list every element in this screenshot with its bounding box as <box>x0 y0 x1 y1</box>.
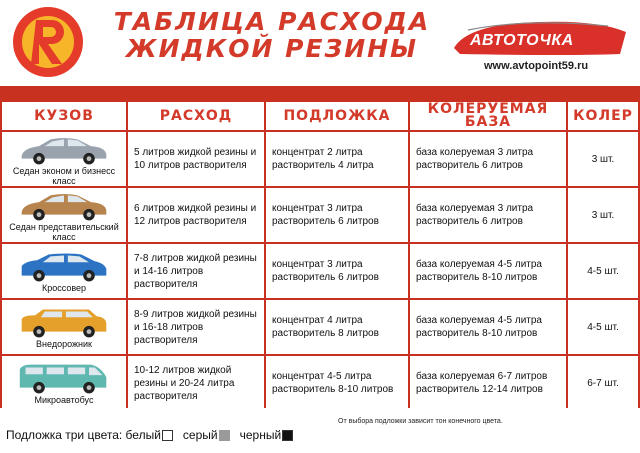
cell-primer <box>266 356 408 410</box>
suv-car-icon <box>14 307 114 339</box>
title-line-1: ТАБЛИЦА РАСХОДА <box>113 7 431 36</box>
primer-colors-label: Подложка три цвета: белый <box>6 428 161 442</box>
primer-text: концентрат 3 литра растворитель 6 литров <box>272 203 379 227</box>
cell-primer <box>266 244 408 298</box>
column-header-primer: ПОДЛОЖКА <box>266 102 408 130</box>
black-swatch <box>282 430 293 441</box>
body-type-label: Внедорожник <box>36 339 92 349</box>
column-header-consumption: РАСХОД <box>128 102 264 130</box>
table-row <box>0 356 640 410</box>
tint-text: 4-5 шт. <box>587 321 619 333</box>
primer-text: концентрат 4 литра растворитель 8 литров <box>272 315 379 339</box>
consumption-text: 8-9 литров жидкой резины и 16-18 литров растворителя <box>134 308 257 346</box>
table-row <box>0 132 640 186</box>
cell-tint <box>568 132 638 186</box>
cell-base <box>410 356 566 410</box>
base-text: база колеруемая 4-5 литра растворитель 8-10 литров <box>416 259 542 283</box>
cell-consumption <box>128 356 264 410</box>
page-title <box>102 8 442 62</box>
consumption-table <box>0 100 640 408</box>
cell-base <box>410 188 566 242</box>
body-type-label: Кроссовер <box>41 283 87 293</box>
cell-primer <box>266 188 408 242</box>
body-type-label: Седан эконом и бизнесс класс <box>12 166 116 186</box>
primer-text: концентрат 4-5 литра растворитель 8-10 литров <box>272 371 394 395</box>
base-text: база колеруемая 3 литра растворитель 6 литров <box>416 147 534 171</box>
cell-tint <box>568 356 638 410</box>
consumption-text: 10-12 литров жидкой резины и 20-24 литра растворителя <box>134 364 235 402</box>
cell-body <box>2 300 126 354</box>
consumption-text: 5 литров жидкой резины и 10 литров растворителя <box>134 147 257 171</box>
table-row <box>0 188 640 242</box>
base-text: база колеруемая 3 литра растворитель 6 литров <box>416 203 534 227</box>
cell-consumption <box>128 300 264 354</box>
column-header-body: КУЗОВ <box>2 102 126 130</box>
brand-name: АВТОТОЧКА <box>470 32 574 49</box>
cell-consumption <box>128 132 264 186</box>
body-type-label: Седан представительский класс <box>9 222 119 242</box>
base-text: база колеруемая 6-7 литров растворитель 12-14 литров <box>416 371 548 395</box>
white-swatch <box>162 430 173 441</box>
cell-primer <box>266 132 408 186</box>
table-row <box>0 300 640 354</box>
cell-base <box>410 132 566 186</box>
title-line-2: ЖИДКОЙ РЕЗИНЫ <box>125 34 418 63</box>
cell-base <box>410 244 566 298</box>
header <box>0 0 640 86</box>
cell-body <box>2 188 126 242</box>
consumption-text: 6 литров жидкой резины и 12 литров растворителя <box>134 203 257 227</box>
cell-body <box>2 132 126 186</box>
cell-consumption <box>128 244 264 298</box>
brand-url: www.avtopoint59.ru <box>484 60 589 72</box>
column-header-base: КОЛЕРУЕМАЯ БАЗА <box>410 102 566 130</box>
sedan-car-icon <box>14 134 114 166</box>
primer-text: концентрат 2 литра растворитель 4 литра <box>272 147 374 171</box>
cell-body <box>2 244 126 298</box>
tint-text: 3 шт. <box>591 209 615 221</box>
sedan-car-icon <box>14 190 114 222</box>
primer-text: концентрат 3 литра растворитель 6 литров <box>272 259 379 283</box>
tint-text: 4-5 шт. <box>587 265 619 277</box>
gray-swatch <box>219 430 230 441</box>
table-row <box>0 244 640 298</box>
tint-text: 3 шт. <box>591 153 615 165</box>
cell-base <box>410 300 566 354</box>
van-car-icon <box>14 363 114 395</box>
cell-body <box>2 356 126 410</box>
body-type-label: Микроавтобус <box>34 395 94 405</box>
black-label: черный <box>239 428 282 442</box>
base-text: база колеруемая 4-5 литра растворитель 8-10 литров <box>416 315 542 339</box>
header-band <box>0 86 640 100</box>
gray-label: серый <box>182 428 218 442</box>
footer-note: От выбора подложки зависит тон конечного цвета. <box>338 418 503 425</box>
cell-consumption <box>128 188 264 242</box>
crossover-car-icon <box>14 251 114 283</box>
cell-primer <box>266 300 408 354</box>
cell-tint <box>568 300 638 354</box>
tint-text: 6-7 шт. <box>587 377 619 389</box>
cell-tint <box>568 188 638 242</box>
cell-tint <box>568 244 638 298</box>
primer-colors-legend <box>6 428 297 442</box>
column-header-tint: КОЛЕР <box>568 102 638 130</box>
consumption-text: 7-8 литров жидкой резины и 14-16 литров растворителя <box>134 252 257 290</box>
logo-r-icon <box>10 4 86 80</box>
